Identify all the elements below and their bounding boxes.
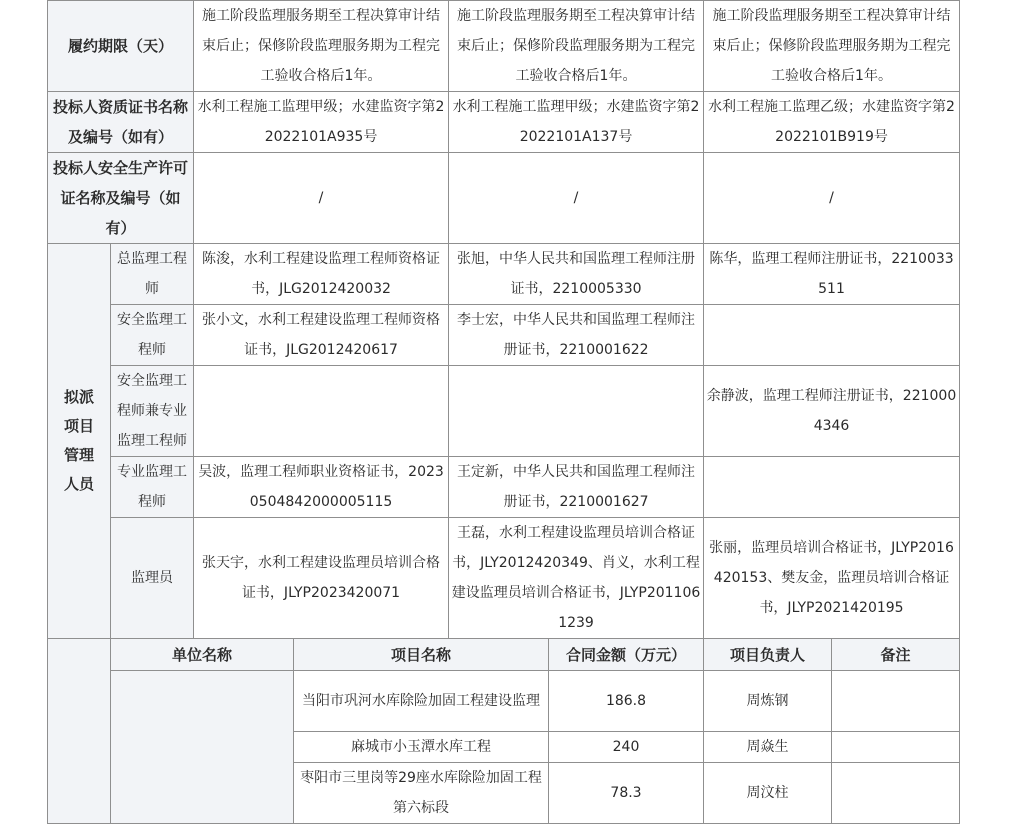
header-note: 备注: [832, 639, 960, 671]
personnel-row: [48, 366, 960, 457]
personnel-value: [704, 305, 960, 366]
contract-amount: 186.8: [549, 671, 704, 732]
project-name: 枣阳市三里岗等29座水库除险加固工程第六标段: [294, 763, 549, 824]
left-blank-cell: [48, 639, 111, 824]
unit-name-cell: [111, 671, 294, 824]
bid-comparison-table: [47, 0, 960, 639]
personnel-value: [704, 457, 960, 518]
duration-value-2: 施工阶段监理服务期至工程决算审计结束后止；保修阶段监理服务期为工程完工验收合格后1年。: [449, 1, 704, 92]
header-unit-name: 单位名称: [111, 639, 294, 671]
project-name: 当阳市巩河水库除险加固工程建设监理: [294, 671, 549, 732]
personnel-value: 李士宏，中华人民共和国监理工程师注册证书，2210001622: [449, 305, 704, 366]
personnel-value: [194, 366, 449, 457]
personnel-value: 王定新，中华人民共和国监理工程师注册证书，2210001627: [449, 457, 704, 518]
project-row: [48, 671, 960, 732]
role-label: 专业监理工程师: [111, 457, 194, 518]
qualification-value-2: 水利工程施工监理甲级；水建监资字第22022101A137号: [449, 92, 704, 153]
qualification-label: 投标人资质证书名称及编号（如有）: [48, 92, 194, 153]
personnel-value: 陈浚，水利工程建设监理工程师资格证书，JLG2012420032: [194, 244, 449, 305]
qualification-value-1: 水利工程施工监理甲级；水建监资字第22022101A935号: [194, 92, 449, 153]
project-manager: 周炼钢: [704, 671, 832, 732]
safety-permit-value-2: /: [449, 153, 704, 244]
personnel-value: 张旭，中华人民共和国监理工程师注册证书，2210005330: [449, 244, 704, 305]
qualification-row: [48, 92, 960, 153]
header-project-name: 项目名称: [294, 639, 549, 671]
personnel-value: 余静波，监理工程师注册证书，2210004346: [704, 366, 960, 457]
personnel-row: [48, 244, 960, 305]
project-manager: 周焱生: [704, 732, 832, 763]
personnel-value: 张小文，水利工程建设监理工程师资格证书，JLG2012420617: [194, 305, 449, 366]
personnel-value: 陈华，监理工程师注册证书，2210033511: [704, 244, 960, 305]
contract-amount: 240: [549, 732, 704, 763]
role-label: 总监理工程师: [111, 244, 194, 305]
safety-permit-row: [48, 153, 960, 244]
personnel-value: [449, 366, 704, 457]
contract-amount: 78.3: [549, 763, 704, 824]
qualification-value-3: 水利工程施工监理乙级；水建监资字第22022101B919号: [704, 92, 960, 153]
role-label: 安全监理工程师兼专业监理工程师: [111, 366, 194, 457]
duration-value-1: 施工阶段监理服务期至工程决算审计结束后止；保修阶段监理服务期为工程完工验收合格后1年。: [194, 1, 449, 92]
role-label: 安全监理工程师: [111, 305, 194, 366]
personnel-value: 王磊，水利工程建设监理员培训合格证书，JLY2012420349、肖义，水利工程建设监理员培训合格证书，JLYP2011061239: [449, 518, 704, 639]
personnel-row: [48, 518, 960, 639]
safety-permit-value-1: /: [194, 153, 449, 244]
project-note: [832, 763, 960, 824]
duration-row: [48, 1, 960, 92]
duration-value-3: 施工阶段监理服务期至工程决算审计结束后止；保修阶段监理服务期为工程完工验收合格后1年。: [704, 1, 960, 92]
personnel-value: 吴波，监理工程师职业资格证书，20230504842000005115: [194, 457, 449, 518]
personnel-row: [48, 305, 960, 366]
header-contract-amount: 合同金额（万元）: [549, 639, 704, 671]
safety-permit-value-3: /: [704, 153, 960, 244]
personnel-row: [48, 457, 960, 518]
project-experience-table: [47, 638, 960, 824]
role-label: 监理员: [111, 518, 194, 639]
project-note: [832, 732, 960, 763]
duration-label: 履约期限（天）: [48, 1, 194, 92]
project-header-row: [48, 639, 960, 671]
project-name: 麻城市小玉潭水库工程: [294, 732, 549, 763]
project-note: [832, 671, 960, 732]
personnel-group-label: 拟派项目管理人员: [48, 244, 111, 639]
header-project-manager: 项目负责人: [704, 639, 832, 671]
project-manager: 周汶柱: [704, 763, 832, 824]
personnel-value: 张丽，监理员培训合格证书，JLYP2016420153、樊友金，监理员培训合格证书，JLYP2021420195: [704, 518, 960, 639]
safety-permit-label: 投标人安全生产许可证名称及编号（如有）: [48, 153, 194, 244]
personnel-value: 张天宇，水利工程建设监理员培训合格证书，JLYP2023420071: [194, 518, 449, 639]
